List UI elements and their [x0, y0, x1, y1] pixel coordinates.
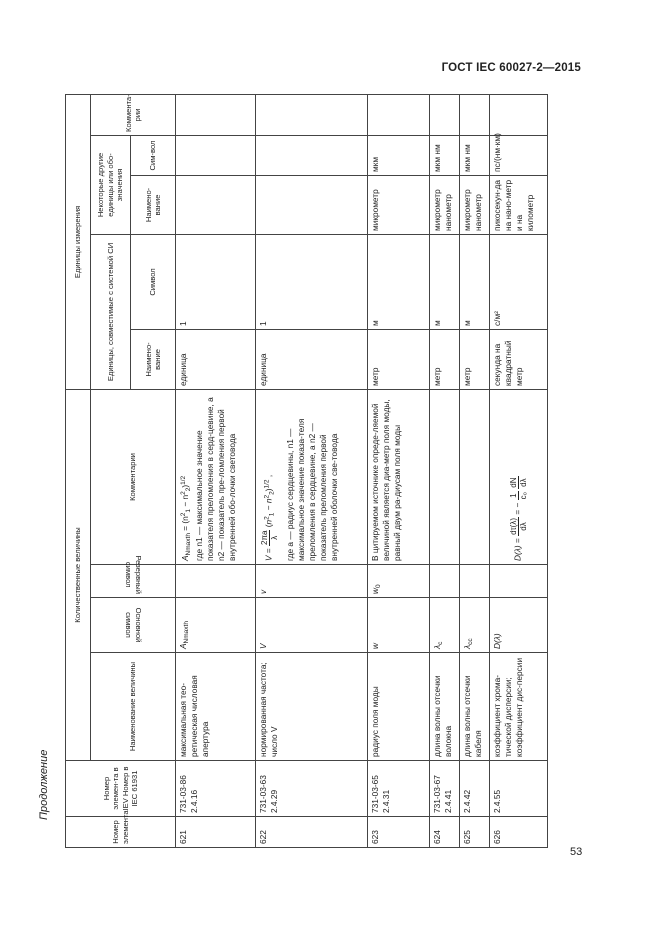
cell-main-symbol: D(λ)	[490, 598, 548, 653]
formula: $A_{Nmaxth} = (n^2_1 - n^2_2)^{1/2}$	[180, 475, 192, 561]
table-row	[490, 94, 548, 847]
cell-comment	[430, 389, 460, 564]
cell-other-symbol: пс/(нм·км)	[490, 135, 548, 175]
header-other-symbol: Сим-вол	[131, 135, 176, 175]
cell-si-symbol: м	[460, 234, 490, 329]
cell-other-name: пикосекун-да на нано-метр и на километр	[490, 175, 548, 234]
cell-reserve-symbol	[176, 565, 256, 598]
cell-qty-name: максимальная тео-ретическая числовая апертура	[176, 653, 256, 761]
cell-unit-comment	[490, 94, 548, 135]
cell-reserve-symbol: $w_0$	[368, 565, 430, 598]
table-row	[176, 94, 256, 847]
cell-reserve-symbol: v	[256, 565, 368, 598]
continuation-label: Продолжение	[38, 749, 50, 820]
cell-elem-no: 625	[460, 817, 490, 848]
header-main-symbol: Основной символ	[91, 598, 176, 653]
table-row	[460, 94, 490, 847]
cell-other-symbol	[256, 135, 368, 175]
cell-main-symbol: $\lambda_{cc}$	[460, 598, 490, 653]
formula: D(λ) = dτ(λ) dλ = − 1 c₀ dN dλ	[509, 477, 528, 561]
cell-qty-name: радиус поля моды	[368, 653, 430, 761]
cell-main-symbol: w	[368, 598, 430, 653]
cell-unit-comment	[368, 94, 430, 135]
quantities-table	[65, 94, 548, 848]
cell-other-symbol: мкм нм	[460, 135, 490, 175]
cell-si-symbol: м	[368, 234, 430, 329]
cell-other-symbol	[176, 135, 256, 175]
header-si-symbol: Символ	[131, 234, 176, 329]
cell-si-symbol: м	[430, 234, 460, 329]
cell-qty-name: длина волны отсечки кабеля	[460, 653, 490, 761]
cell-si-name: метр	[368, 329, 430, 389]
header-unit-comments: Коммента-рии	[91, 94, 176, 135]
cell-iev: 731-03-86 2.4.16	[176, 761, 256, 817]
cell-iev: 731-03-67 2.4.41	[430, 761, 460, 817]
cell-unit-comment	[176, 94, 256, 135]
header-units-group: Единицы измерения	[66, 94, 91, 389]
cell-comment: $A_{Nmaxth} = (n^2_1 - n^2_2)^{1/2}$ где n1 — максимальное значение показателя преломления в серд-цевине, а n2 — показатель пре-ломления первой внутренней обо-лочки световода	[176, 389, 256, 564]
cell-comment: В цитируемом источнике опреде-ляемой величиной является диа-метр поля моды, равный двум ра-диусам поля моды	[368, 389, 430, 564]
header-reserve-symbol: Резервный символ	[91, 565, 176, 598]
cell-elem-no: 621	[176, 817, 256, 848]
cell-iev: 2.4.55	[490, 761, 548, 817]
header-si-name: Наимено-вание	[131, 329, 176, 389]
page-number: 53	[570, 846, 583, 858]
table-row	[430, 94, 460, 847]
cell-si-symbol: с/м²	[490, 234, 548, 329]
cell-main-symbol: $\lambda_c$	[430, 598, 460, 653]
cell-iev: 731-03-65 2.4.31	[368, 761, 430, 817]
cell-elem-no: 626	[490, 817, 548, 848]
cell-other-name: микрометр	[368, 175, 430, 234]
cell-other-symbol: мкм нм	[430, 135, 460, 175]
cell-si-name: метр	[460, 329, 490, 389]
cell-unit-comment	[256, 94, 368, 135]
cell-comment: V = 2πa λ $(n^2_1 - n^2_2)^{1/2}$ , где a — радиус сердцевины, n1 — максимальное значение показа-теля преломления в сердцевине, а n2 — показатель преломления первой внутренней оболочки све-товода	[256, 389, 368, 564]
cell-unit-comment	[430, 94, 460, 135]
header-quantities-group: Количественные величины	[66, 389, 91, 760]
cell-qty-name: коэффициент хрома-тической дисперсии; коэффициент дис-персии	[490, 653, 548, 761]
header-elem-no: Номер элемента	[66, 817, 176, 848]
cell-reserve-symbol	[430, 565, 460, 598]
header-other-name: Наимено-вание	[131, 175, 176, 234]
cell-other-name	[176, 175, 256, 234]
table-row	[368, 94, 430, 847]
cell-reserve-symbol	[460, 565, 490, 598]
header-si-group: Единицы, совместимые с системой СИ	[91, 234, 131, 389]
header-other-group: Некоторые другие единицы или обо-значения	[91, 135, 131, 234]
cell-reserve-symbol	[490, 565, 548, 598]
cell-elem-no: 622	[256, 817, 368, 848]
cell-comment	[490, 389, 548, 564]
cell-other-name: микрометр нанометр	[460, 175, 490, 234]
header-comments: Комментарии	[91, 389, 176, 564]
header-qty-name: Наименование величины	[91, 653, 176, 761]
cell-comment	[460, 389, 490, 564]
cell-si-symbol: 1	[256, 234, 368, 329]
rotated-table-container	[65, 94, 535, 848]
cell-si-name: секунда на квадратный метр	[490, 329, 548, 389]
cell-iev: 731-03-63 2.4.29	[256, 761, 368, 817]
cell-qty-name: нормированная частота; число V	[256, 653, 368, 761]
header-iev-no: Номер элемен-та в IEV Номер в IEC 61931	[66, 761, 176, 817]
cell-qty-name: длина волны отсечки волокна	[430, 653, 460, 761]
cell-main-symbol: $A_{Nmaxth}$	[176, 598, 256, 653]
cell-main-symbol: V	[256, 598, 368, 653]
cell-unit-comment	[460, 94, 490, 135]
cell-iev: 2.4.42	[460, 761, 490, 817]
cell-elem-no: 623	[368, 817, 430, 848]
cell-elem-no: 624	[430, 817, 460, 848]
cell-si-name: метр	[430, 329, 460, 389]
cell-other-name: микрометр нанометр	[430, 175, 460, 234]
formula: V = 2πa λ $(n^2_1 - n^2_2)^{1/2}$ ,	[260, 474, 279, 561]
cell-other-name	[256, 175, 368, 234]
cell-si-symbol: 1	[176, 234, 256, 329]
cell-si-name: единица	[176, 329, 256, 389]
table-row	[256, 94, 368, 847]
cell-si-name: единица	[256, 329, 368, 389]
document-code: ГОСТ IEC 60027-2—2015	[441, 62, 581, 74]
cell-other-symbol: мкм	[368, 135, 430, 175]
